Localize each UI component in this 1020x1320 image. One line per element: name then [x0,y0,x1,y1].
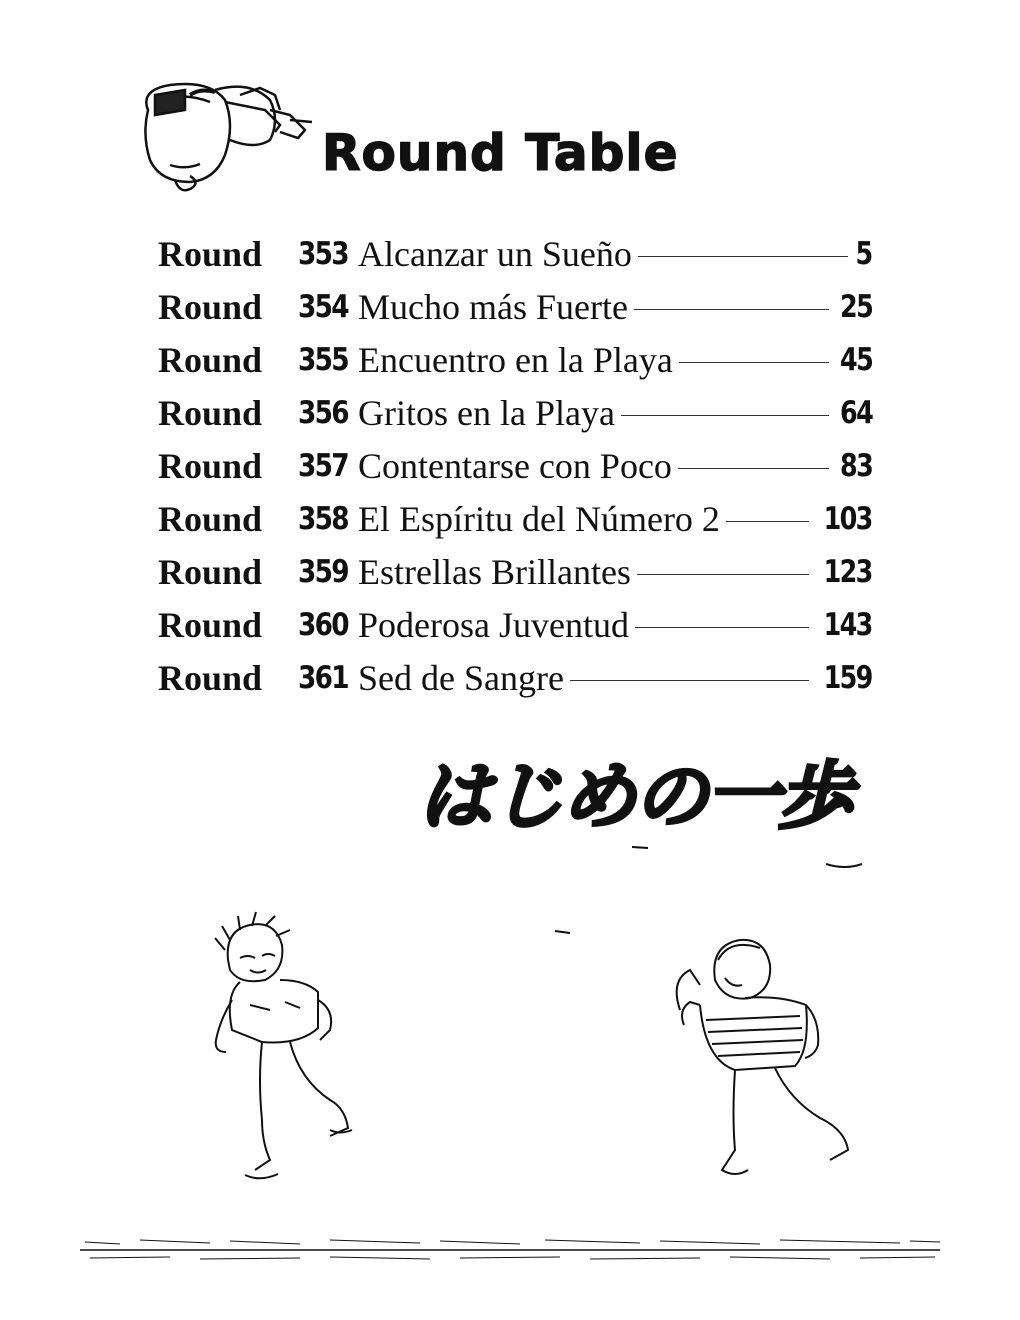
leader-line [621,415,829,416]
round-number: 354 [298,288,348,325]
page-number: 143 [823,606,872,643]
round-number: 356 [298,394,348,431]
round-number: 359 [298,553,348,590]
round-label: Round [158,657,263,698]
right-runner-figure [677,940,848,1174]
page-number: 83 [839,447,872,484]
round-number: 358 [298,500,348,537]
chapter-title: Sed de Sangre [358,657,564,698]
leader-line [638,256,849,257]
toc-entry [158,651,872,704]
round-label: Round [158,286,263,327]
round-number: 361 [298,659,348,696]
page-number: 123 [823,553,872,590]
chapter-title: Gritos en la Playa [358,392,615,433]
round-label: Round [158,392,263,433]
round-number: 357 [298,447,348,484]
round-label: Round [158,339,263,380]
chapter-title: Contentarse con Poco [358,445,672,486]
round-number: 353 [298,235,348,272]
chapter-title: Estrellas Brillantes [358,551,631,592]
round-label: Round [158,604,263,645]
round-label: Round [158,498,263,539]
leader-line [635,627,809,628]
toc-entry [158,545,872,598]
leader-line [726,521,809,522]
round-number: 355 [298,341,348,378]
chapter-title: Alcanzar un Sueño [358,233,632,274]
toc-entry [158,227,872,280]
leader-line [679,362,829,363]
round-label: Round [158,445,263,486]
chapter-title: Mucho más Fuerte [358,286,628,327]
chapter-title: Poderosa Juventud [358,604,629,645]
page-number: 25 [839,288,872,325]
leader-line [570,680,809,681]
leader-line [634,309,829,310]
page-number: 45 [839,341,872,378]
round-label: Round [158,233,263,274]
round-number: 360 [298,606,348,643]
leader-line [678,468,829,469]
left-runner-figure [215,912,352,1178]
page-title: Round Table [322,124,679,182]
page-number: 103 [823,500,872,537]
page-number: 5 [855,235,872,272]
chapter-title: El Espíritu del Número 2 [358,498,720,539]
round-label: Round [158,551,263,592]
chapter-title: Encuentro en la Playa [358,339,673,380]
toc-entry [158,333,872,386]
toc-entry [158,492,872,545]
two-boys-running-illustration [0,830,1020,1270]
leader-line [637,574,809,575]
toc-entry [158,280,872,333]
toc-entry [158,598,872,651]
toc-entry [158,386,872,439]
page-number: 159 [823,659,872,696]
series-logo: はじめの一歩 [418,754,850,840]
page-number: 64 [839,394,872,431]
toc-entry [158,439,872,492]
table-of-contents [158,227,872,704]
boxing-gloves-icon [130,70,320,200]
